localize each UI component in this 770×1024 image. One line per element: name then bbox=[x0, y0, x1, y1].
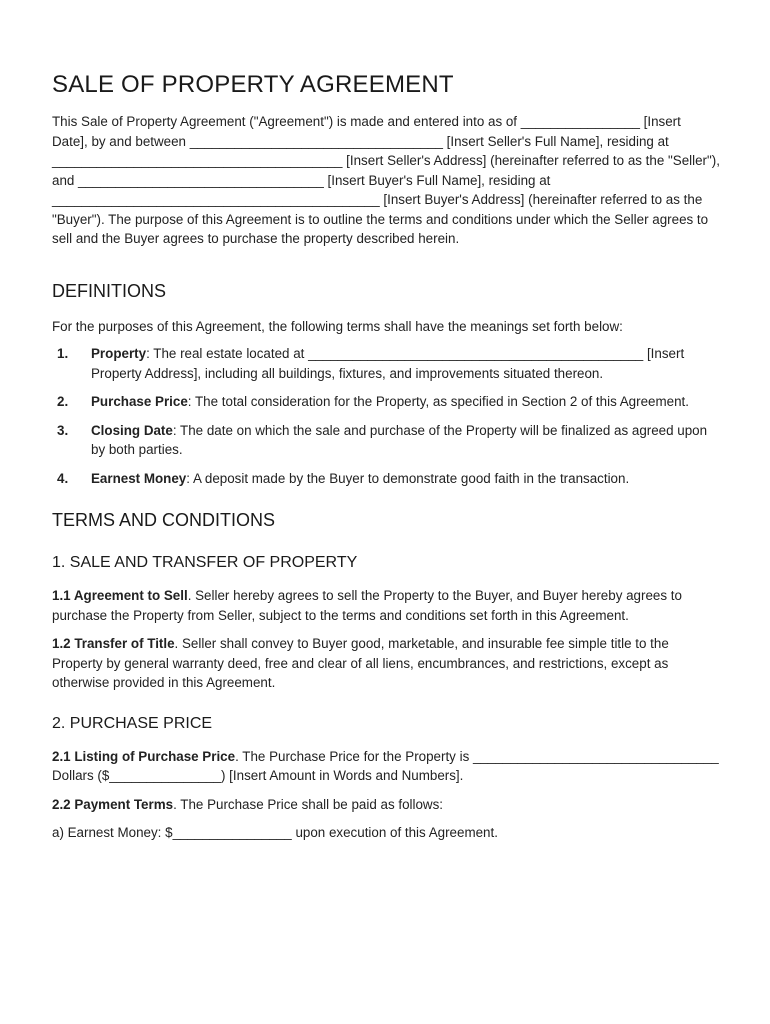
clause-text: . Seller shall convey to Buyer good, marketable, and insurable fee simple title to the Property by general warranty deed, free and clear of all liens, encumbrances, and restrictions, except as otherwise provided in this Agreement. bbox=[52, 636, 669, 690]
definition-item bbox=[52, 344, 720, 383]
section-2-heading: 2. PURCHASE PRICE bbox=[52, 714, 213, 732]
definition-text: : A deposit made by the Buyer to demonstrate good faith in the transaction. bbox=[186, 470, 630, 486]
definitions-list bbox=[52, 344, 720, 488]
terms-heading: TERMS AND CONDITIONS bbox=[52, 510, 276, 530]
definition-number: 3. bbox=[57, 422, 69, 438]
definition-number: 2. bbox=[57, 394, 69, 409]
definition-text: : The total consideration for the Property, as specified in Section 2 of this Agreement. bbox=[187, 394, 689, 409]
definitions-intro: For the purposes of this Agreement, the following terms shall have the meanings set forth below: bbox=[52, 318, 623, 334]
clause-2-1 bbox=[52, 747, 720, 786]
definition-text: : The date on which the sale and purchase of the Property will be finalized as agreed upon by both parties. bbox=[91, 422, 708, 457]
definition-term: Property bbox=[91, 346, 147, 361]
definition-number: 4. bbox=[57, 470, 69, 486]
clause-label: 2.1 Listing of Purchase Price bbox=[52, 748, 236, 764]
clause-label: 2.2 Payment Terms bbox=[52, 796, 174, 812]
definitions-heading: DEFINITIONS bbox=[52, 280, 167, 301]
definition-term: Purchase Price bbox=[91, 394, 188, 409]
clause-label: 1.1 Agreement to Sell bbox=[52, 588, 188, 603]
definition-item bbox=[52, 421, 720, 460]
clause-text: . The Purchase Price for the Property is _________________________________ Dollars ($_______________) [Insert Amount in Words and Numbers]. bbox=[52, 748, 719, 783]
definition-item bbox=[52, 392, 720, 412]
payment-item-a: a) Earnest Money: $________________ upon execution of this Agreement. bbox=[52, 825, 498, 840]
definition-term: Closing Date bbox=[91, 422, 173, 438]
clause-label: 1.2 Transfer of Title bbox=[52, 636, 175, 651]
clause-1-1 bbox=[52, 586, 720, 625]
definition-term: Earnest Money bbox=[91, 470, 187, 486]
clause-text: . Seller hereby agrees to sell the Property to the Buyer, and Buyer hereby agrees to purchase the Property from Seller, subject to the terms and conditions set forth in this Agreement. bbox=[52, 588, 682, 623]
document-page bbox=[52, 70, 720, 852]
document-title: SALE OF PROPERTY AGREEMENT bbox=[52, 71, 454, 98]
clause-text: . The Purchase Price shall be paid as follows: bbox=[173, 796, 444, 812]
definition-text: : The real estate located at _____________________________________________ [Insert Property Address], including all buildings, fixtures, and improvements situated thereon. bbox=[91, 346, 685, 381]
section-1-heading: 1. SALE AND TRANSFER OF PROPERTY bbox=[52, 554, 358, 571]
intro-paragraph: This Sale of Property Agreement ("Agreement") is made and entered into as of ________________ [Insert Date], by and between __________________________________ [Insert Seller's Full Name], residing at _______________________________________ [Insert Seller's Address] (hereinafter referred to as the "Seller"), and _________________________________ [Insert Buyer's Full Name], residing at ____________________________________________ [Insert Buyer's Address] (hereinafter referred to as the "Buyer"). The purpose of this Agreement is to outline the terms and conditions under which the Seller agrees to sell and the Buyer agrees to purchase the property described herein. bbox=[52, 114, 720, 246]
clause-2-2 bbox=[52, 795, 720, 815]
definition-item bbox=[52, 469, 720, 489]
clause-1-2 bbox=[52, 634, 720, 693]
definition-number: 1. bbox=[57, 346, 69, 361]
